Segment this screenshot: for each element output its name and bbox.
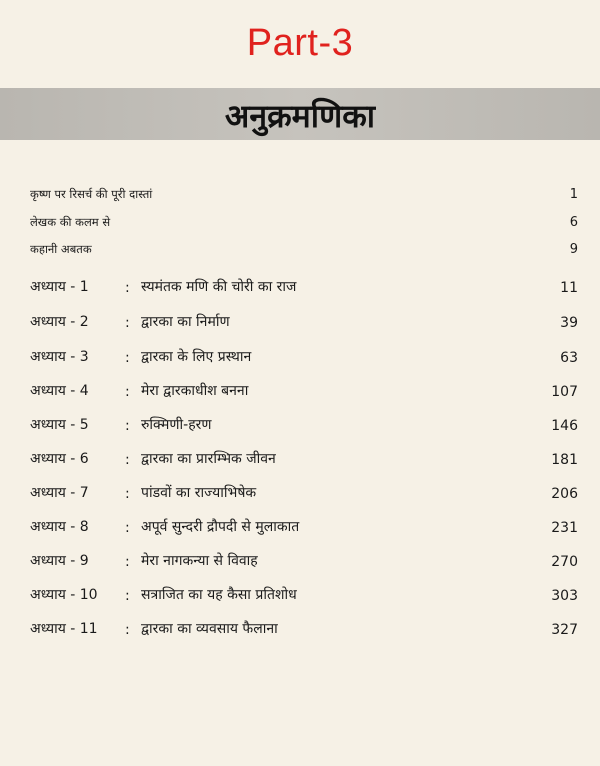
toc-chapter-item[interactable]	[30, 270, 578, 296]
separator: :	[125, 280, 130, 296]
chapter-title: पांडवों का राज्याभिषेक	[141, 485, 257, 501]
chapter-title: द्वारका का निर्माण	[141, 314, 230, 330]
separator: :	[125, 486, 130, 502]
chapter-title: द्वारका का व्यवसाय फैलाना	[141, 621, 278, 637]
toc-chapter-item[interactable]	[30, 340, 578, 366]
part-label: Part-3	[246, 22, 354, 64]
chapter-label: अध्याय - 8	[30, 519, 89, 535]
toc-item-page: 1	[569, 187, 578, 202]
toc-chapter-item[interactable]	[30, 544, 578, 570]
separator: :	[125, 588, 130, 604]
chapter-title: मेरा द्वारकाधीश बनना	[141, 383, 249, 399]
toc-chapter-item[interactable]	[30, 305, 578, 331]
toc-chapter-item[interactable]	[30, 612, 578, 638]
chapter-title: स्यमंतक मणि की चोरी का राज	[141, 279, 297, 295]
toc-item-title: लेखक की कलम से	[30, 215, 111, 229]
chapter-label: अध्याय - 5	[30, 417, 89, 433]
chapter-title: रुक्मिणी-हरण	[141, 417, 212, 433]
chapter-page: 11	[560, 280, 578, 296]
chapter-page: 231	[551, 520, 578, 536]
toc-item-page: 9	[569, 242, 578, 257]
chapter-title: द्वारका का प्रारम्भिक जीवन	[141, 451, 276, 467]
chapter-label: अध्याय - 7	[30, 485, 89, 501]
title-band	[0, 88, 600, 140]
chapter-page: 63	[560, 350, 578, 366]
toc-chapter-item[interactable]	[30, 578, 578, 604]
toc-front-item[interactable]	[30, 176, 578, 202]
toc-chapter-item[interactable]	[30, 374, 578, 400]
chapter-title: अपूर्व सुन्दरी द्रौपदी से मुलाकात	[141, 519, 300, 535]
toc-item-title: कृष्ण पर रिसर्च की पूरी दास्तां	[30, 187, 153, 201]
chapter-label: अध्याय - 4	[30, 383, 89, 399]
separator: :	[125, 622, 130, 638]
chapter-page: 327	[551, 622, 578, 638]
separator: :	[125, 315, 130, 331]
chapter-page: 39	[560, 315, 578, 331]
separator: :	[125, 452, 130, 468]
toc-item-title: कहानी अबतक	[30, 242, 92, 256]
toc-item-page: 6	[569, 215, 578, 230]
toc-front-item[interactable]	[30, 204, 578, 230]
page-title: अनुक्रमणिका	[224, 97, 376, 135]
toc-chapter-item[interactable]	[30, 408, 578, 434]
separator: :	[125, 520, 130, 536]
separator: :	[125, 554, 130, 570]
chapter-page: 206	[551, 486, 578, 502]
chapter-label: अध्याय - 6	[30, 451, 89, 467]
separator: :	[125, 418, 130, 434]
separator: :	[125, 350, 130, 366]
chapter-title: सत्राजित का यह कैसा प्रतिशोध	[141, 587, 297, 603]
chapter-title: मेरा नागकन्या से विवाह	[141, 553, 258, 569]
chapter-page: 146	[551, 418, 578, 434]
toc-chapter-item[interactable]	[30, 476, 578, 502]
chapter-label: अध्याय - 3	[30, 349, 89, 365]
toc-front-item[interactable]	[30, 231, 578, 257]
chapter-page: 270	[551, 554, 578, 570]
chapter-label: अध्याय - 10	[30, 587, 98, 603]
chapter-label: अध्याय - 9	[30, 553, 89, 569]
chapter-label: अध्याय - 2	[30, 314, 89, 330]
chapter-page: 107	[551, 384, 578, 400]
separator: :	[125, 384, 130, 400]
chapter-label: अध्याय - 11	[30, 621, 98, 637]
toc-chapter-item[interactable]	[30, 442, 578, 468]
toc-chapter-item[interactable]	[30, 510, 578, 536]
chapter-page: 181	[551, 452, 578, 468]
chapter-title: द्वारका के लिए प्रस्थान	[141, 349, 252, 365]
chapter-page: 303	[551, 588, 578, 604]
chapter-label: अध्याय - 1	[30, 279, 89, 295]
